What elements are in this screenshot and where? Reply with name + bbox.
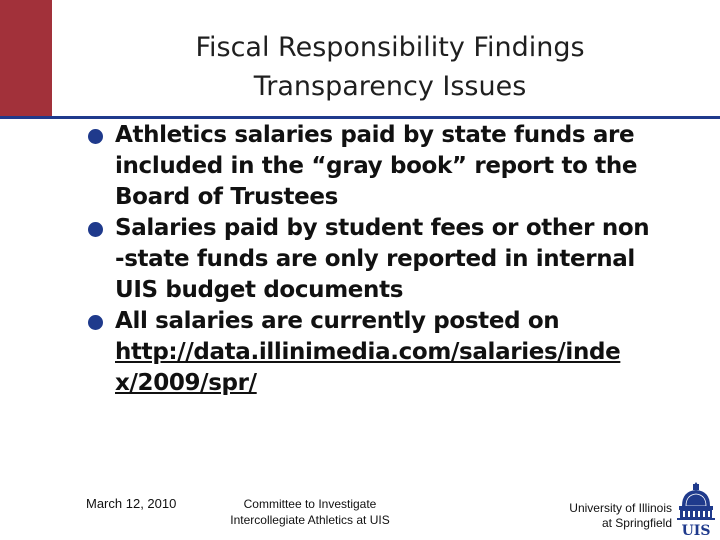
uis-logo [674, 482, 718, 538]
footer-date: March 12, 2010 [86, 496, 177, 511]
bullet-text-line: Athletics salaries paid by state funds are [115, 122, 635, 148]
bullet-text-line: Board of Trustees [115, 184, 338, 210]
bullet-list [88, 120, 708, 399]
bullet-item [88, 306, 708, 399]
slide-title [60, 28, 720, 106]
bullet-text-line: All salaries are currently posted on [115, 308, 560, 334]
footer-university-line-2: at Springfield [601, 516, 672, 530]
bullet-text-line: Salaries paid by student fees or other non [115, 215, 650, 241]
footer-committee-line-1: Committee to Investigate [243, 497, 377, 511]
bullet-dot-icon [88, 129, 103, 144]
footer-committee-line-2: Intercollegiate Athletics at UIS [230, 513, 390, 527]
bullet-dot-icon [88, 222, 103, 237]
footer-university-line-1: University of Illinois [569, 501, 672, 515]
footer-committee [200, 496, 420, 528]
footer-university [569, 501, 672, 531]
salaries-link-continued[interactable]: x/2009/spr/ [115, 370, 257, 396]
title-divider [0, 116, 720, 119]
bullet-dot-icon [88, 315, 103, 330]
bullet-item [88, 120, 708, 213]
bullet-text-line: UIS budget documents [115, 277, 404, 303]
bullet-text-line: -state funds are only reported in internal [115, 246, 635, 272]
title-line-2: Transparency Issues [253, 71, 527, 102]
left-accent-bar [0, 0, 52, 117]
bullet-item [88, 213, 708, 306]
salaries-link[interactable]: http://data.illinimedia.com/salaries/inde [115, 339, 621, 365]
title-line-1: Fiscal Responsibility Findings [195, 32, 585, 63]
uis-logo-text: UIS [681, 523, 711, 538]
bullet-text-line: included in the “gray book” report to the [115, 153, 638, 179]
